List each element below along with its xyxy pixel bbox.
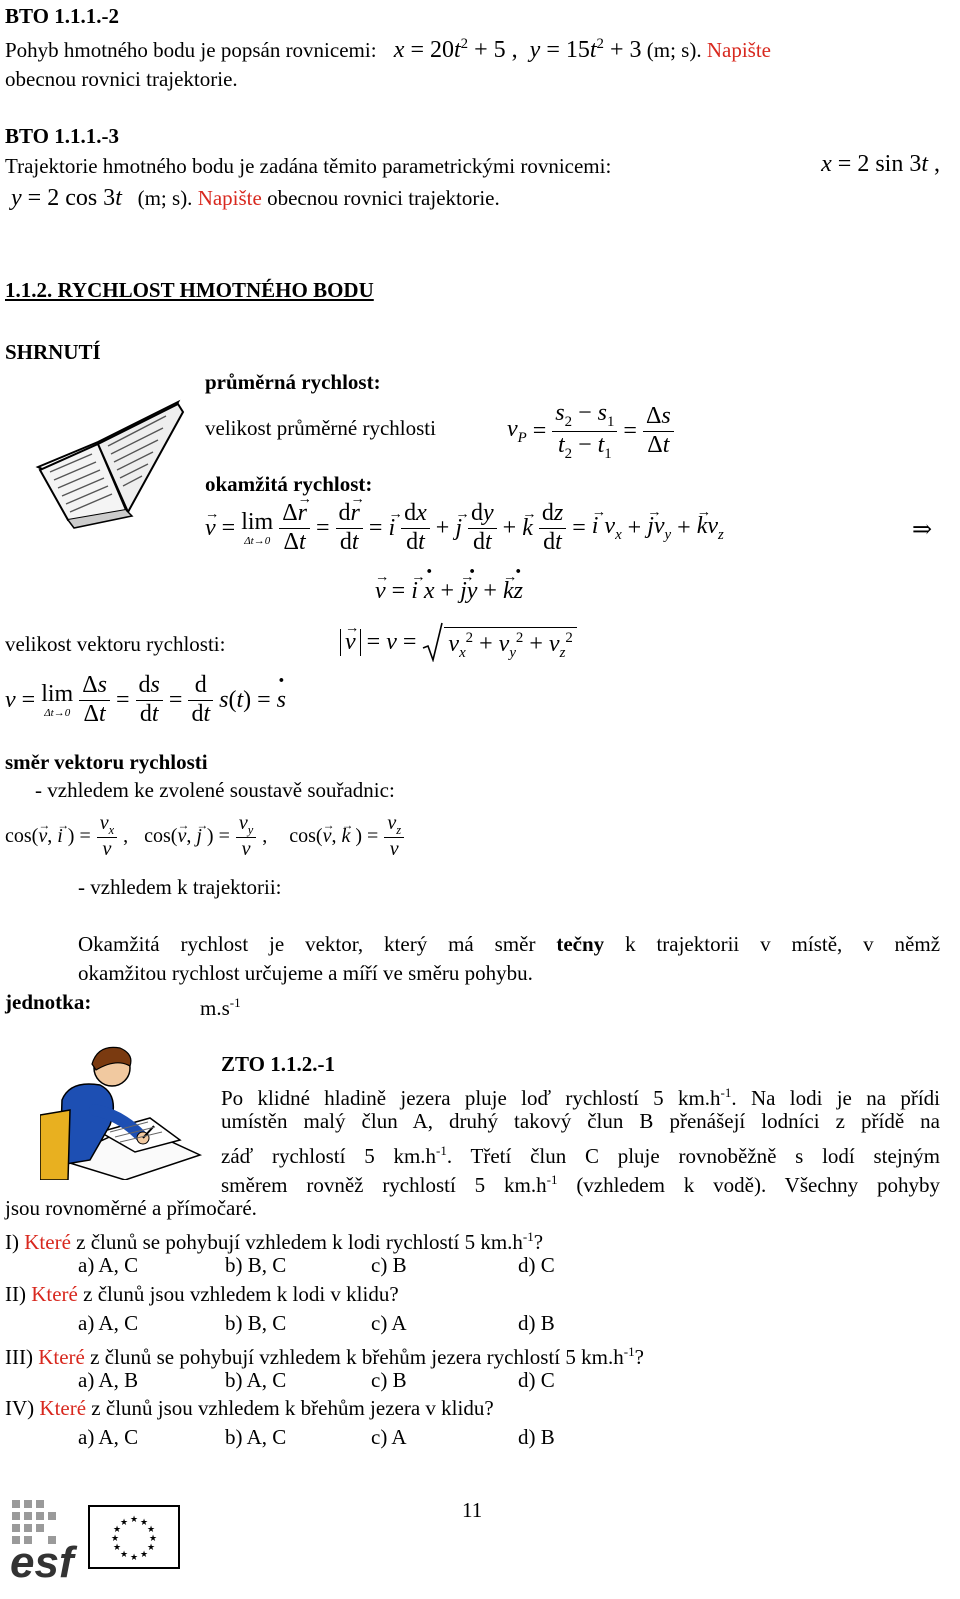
question-number: I) <box>5 1230 19 1254</box>
question-text: z člunů jsou vzhledem k lodi v klidu? <box>83 1282 399 1306</box>
question-exp: -1 <box>623 1344 635 1359</box>
question-red-word: Které <box>24 1230 71 1254</box>
direction-item-1: - vzhledem ke zvolené soustavě souřadnic: <box>35 778 395 802</box>
bto2-line1 <box>5 30 771 65</box>
zto-title: ZTO 1.1.2.-1 <box>221 1052 335 1076</box>
direction-item-2: - vzhledem k trajektorii: <box>78 875 282 899</box>
bto3-x-equation: x = 2 sin 3t , <box>821 151 940 177</box>
avg-velocity-formula: $v_P$ = $\frac{s_2 - s_1}{t_2 - t_1}$ = $\frac{\Delta s}{\Delta t}$ <box>507 400 680 463</box>
esf-logo-icon <box>8 1498 88 1594</box>
speed-formula: v = lim Δt→0 $\frac{\Delta s}{\Delta t}$ = $\frac{ds}{dt}$ = $\frac{d}{dt}$ s(t) = · s <box>5 672 292 728</box>
avg-frac-s-t: $\frac{s_2 - s_1}{t_2 - t_1}$ <box>552 400 617 463</box>
option[interactable]: a) A, C <box>78 1425 139 1449</box>
zto-line-4 <box>221 1165 940 1200</box>
svg-text:★: ★ <box>146 1543 156 1553</box>
inst-velocity-formula: → v = lim Δt→0 $\frac{\Delta\to r}{\Delta t}$ = $\frac{d\to r}{dt}$ = → i $\frac{dx}{dt}$ + → j $\frac{dy}{dt}$ + → k $\frac{dz}{dt}$ = → i $v_x$ + → $jv_y$ + → $kv_z$ <box>205 500 730 556</box>
tangent-line-2: okamžitou rychlost určujeme a míří ve směru pohybu. <box>78 961 533 985</box>
option[interactable]: c) B <box>371 1368 407 1392</box>
bto3-red-word: Napište <box>197 186 262 210</box>
zto-line4b: (vzhledem k vodě). Všechny pohyby <box>576 1173 941 1197</box>
bto3-text1: Trajektorie hmotného bodu je zadána těmito parametrickými rovnicemi: <box>5 154 612 178</box>
question-4 <box>5 1394 494 1423</box>
question-text: z člunů jsou vzhledem k břehům jezera v klidu? <box>91 1396 494 1420</box>
option[interactable]: c) B <box>371 1253 407 1277</box>
bto3-units: (m; s). <box>137 186 193 210</box>
zto-line3b: . Třetí člun C pluje rovnoběžně s lodí stejným <box>446 1144 940 1168</box>
question-red-word: Které <box>39 1396 87 1420</box>
svg-text:★: ★ <box>139 1518 149 1528</box>
option[interactable]: c) A <box>371 1425 407 1449</box>
bto2-title: BTO 1.1.1.-2 <box>5 4 119 28</box>
svg-text:★: ★ <box>119 1518 129 1528</box>
avg-velocity-heading: průměrná rychlost: <box>205 370 381 394</box>
svg-text:★: ★ <box>119 1550 129 1560</box>
zto-exp-3: -1 <box>546 1172 558 1187</box>
zto-line-2: umístěn malý člun A, druhý takový člun B přenášejí lodníci z přídě na <box>221 1109 940 1133</box>
unit-text: m.s <box>200 996 230 1020</box>
tangent-text-2: k trajektorii v místě, v němž <box>625 932 941 956</box>
question-tail: ? <box>533 1230 544 1254</box>
unit-exponent: -1 <box>229 995 241 1010</box>
question-number: IV) <box>5 1396 35 1420</box>
svg-text:★: ★ <box>146 1525 156 1535</box>
svg-text:★: ★ <box>112 1525 122 1535</box>
bto2-units: (m; s). <box>646 38 702 62</box>
bto3-line2 <box>5 184 500 213</box>
zto-line1b: . Na lodi je na přídi <box>731 1086 940 1110</box>
bto3-text2: obecnou rovnici trajektorie. <box>267 186 500 210</box>
question-number: III) <box>5 1345 33 1369</box>
option[interactable]: d) B <box>518 1311 555 1335</box>
zto-line3a: záď rychlostí 5 km.h <box>221 1144 437 1168</box>
svg-text:★: ★ <box>148 1534 158 1544</box>
zto-line4a: směrem rovněž rychlostí 5 km.h <box>221 1173 547 1197</box>
tangent-line-1 <box>78 930 940 959</box>
inst-velocity-dot-formula: → v = → i · x + → j· y + → k· z <box>375 578 523 605</box>
question-exp: -1 <box>522 1229 534 1244</box>
option[interactable]: c) A <box>371 1311 407 1335</box>
bto3-title: BTO 1.1.1.-3 <box>5 124 119 148</box>
page-number: 11 <box>462 1498 483 1522</box>
option[interactable]: b) B, C <box>225 1253 287 1277</box>
option[interactable]: b) B, C <box>225 1311 287 1335</box>
tangent-text-1: Okamžitá rychlost je vektor, který má směr <box>78 932 536 956</box>
open-book-icon <box>28 372 188 532</box>
bto2-red-word: Napište <box>706 38 771 62</box>
option[interactable]: b) A, C <box>225 1425 287 1449</box>
question-text: z člunů se pohybují vzhledem k břehům jezera rychlostí 5 km.h <box>90 1345 624 1369</box>
svg-text:★: ★ <box>112 1543 122 1553</box>
zto-exp-2: -1 <box>436 1143 447 1158</box>
unit-label: jednotka: <box>5 990 92 1014</box>
svg-text:★: ★ <box>110 1534 120 1544</box>
option[interactable]: d) C <box>518 1253 555 1277</box>
option[interactable]: a) A, C <box>78 1253 139 1277</box>
direction-cosines: cos(→ v, → i ) = $\frac{v_x}{v}$ , cos(→ v, → j ) = $\frac{v_y}{v}$ , cos(→ v, → k ) = $\frac{v_z}{v}$ <box>5 812 410 861</box>
question-text: z člunů se pohybují vzhledem k lodi rychlostí 5 km.h <box>76 1230 523 1254</box>
esf-logo-text: esf <box>10 1538 74 1587</box>
summary-heading: SHRNUTÍ <box>5 340 101 364</box>
bto2-line2: obecnou rovnici trajektorie. <box>5 67 238 91</box>
avg-velocity-label: velikost průměrné rychlosti <box>205 416 436 440</box>
magnitude-label: velikost vektoru rychlosti: <box>5 632 226 656</box>
implies-arrow-icon: ⇒ <box>912 517 933 543</box>
student-writing-icon <box>40 1040 205 1180</box>
inst-velocity-heading: okamžitá rychlost: <box>205 472 373 496</box>
option[interactable]: a) A, B <box>78 1368 139 1392</box>
section-title: 1.1.2. RYCHLOST HMOTNÉHO BODU <box>5 278 374 302</box>
question-tail: ? <box>634 1345 644 1369</box>
question-2 <box>5 1280 399 1309</box>
option[interactable]: d) B <box>518 1425 555 1449</box>
bto3-y-equation: y = 2 cos 3t <box>11 185 122 211</box>
zto-line1a: Po klidné hladině jezera pluje loď rychlostí 5 km.h <box>221 1086 721 1110</box>
svg-text:★: ★ <box>129 1515 139 1525</box>
question-number: II) <box>5 1282 26 1306</box>
question-red-word: Které <box>31 1282 78 1306</box>
svg-text:★: ★ <box>139 1550 149 1560</box>
avg-frac-delta: $\frac{\Delta s}{\Delta t}$ <box>643 403 674 459</box>
direction-heading: směr vektoru rychlosti <box>5 750 208 774</box>
bto3-line1 <box>5 152 940 181</box>
option[interactable]: b) A, C <box>225 1368 287 1392</box>
bto2-text1: Pohyb hmotného bodu je popsán rovnicemi: <box>5 38 377 62</box>
question-red-word: Které <box>38 1345 85 1369</box>
zto-exp-1: -1 <box>720 1085 732 1100</box>
svg-text:★: ★ <box>129 1553 139 1563</box>
bto2-equations: $x = 20t^2 + 5$ , $y = 15t^2 + 3$ <box>393 36 642 63</box>
zto-line-5: jsou rovnoměrné a přímočaré. <box>5 1196 257 1220</box>
option[interactable]: a) A, C <box>78 1311 139 1335</box>
option[interactable]: d) C <box>518 1368 555 1392</box>
magnitude-formula: → v = v = $v_x^2 + v_y^2 + v_z^2$ <box>340 622 583 662</box>
eu-flag-icon <box>88 1505 180 1569</box>
tangent-bold: tečny <box>556 932 605 956</box>
unit-value <box>200 988 241 1023</box>
